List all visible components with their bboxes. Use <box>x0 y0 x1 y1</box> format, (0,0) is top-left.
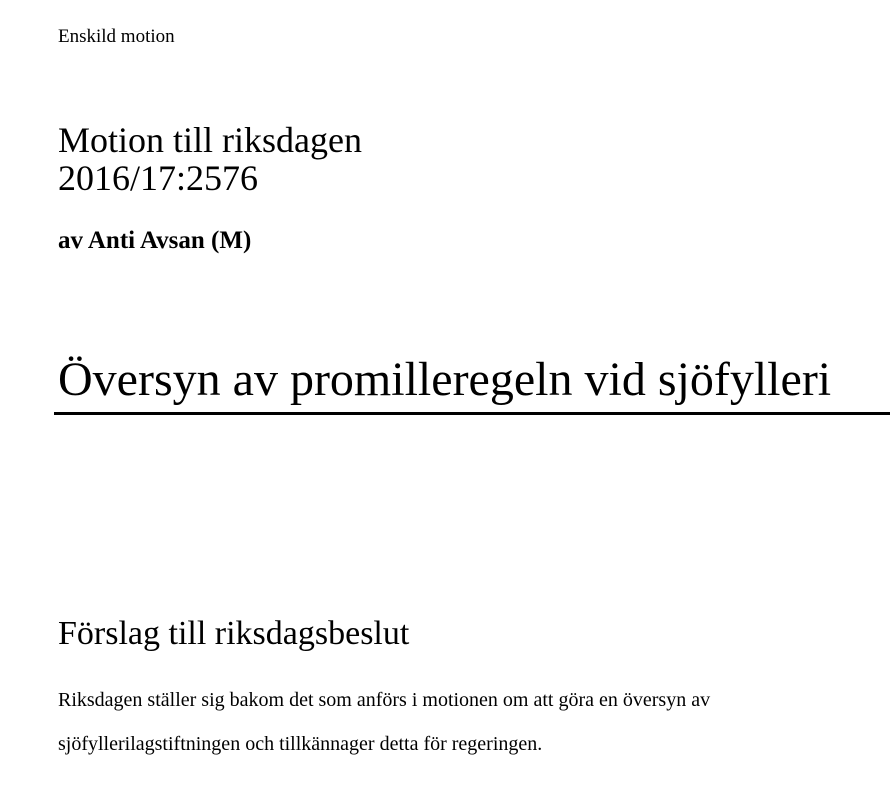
motion-title <box>58 121 362 197</box>
motion-number: 2016/17:2576 <box>58 158 259 198</box>
motion-title-line-1: Motion till riksdagen <box>58 120 362 160</box>
section-heading: Förslag till riksdagsbeslut <box>58 615 410 652</box>
author-line: av Anti Avsan (M) <box>58 227 252 254</box>
document-title: Översyn av promilleregeln vid sjöfylleri <box>58 353 832 406</box>
proposal-paragraph: Riksdagen ställer sig bakom det som anförs i motionen om att göra en översyn av sjöfyllerilagstiftningen och tillkännager detta för regeringen. <box>58 689 711 755</box>
document-type-label: Enskild motion <box>58 26 175 47</box>
title-underline-divider <box>54 412 890 415</box>
